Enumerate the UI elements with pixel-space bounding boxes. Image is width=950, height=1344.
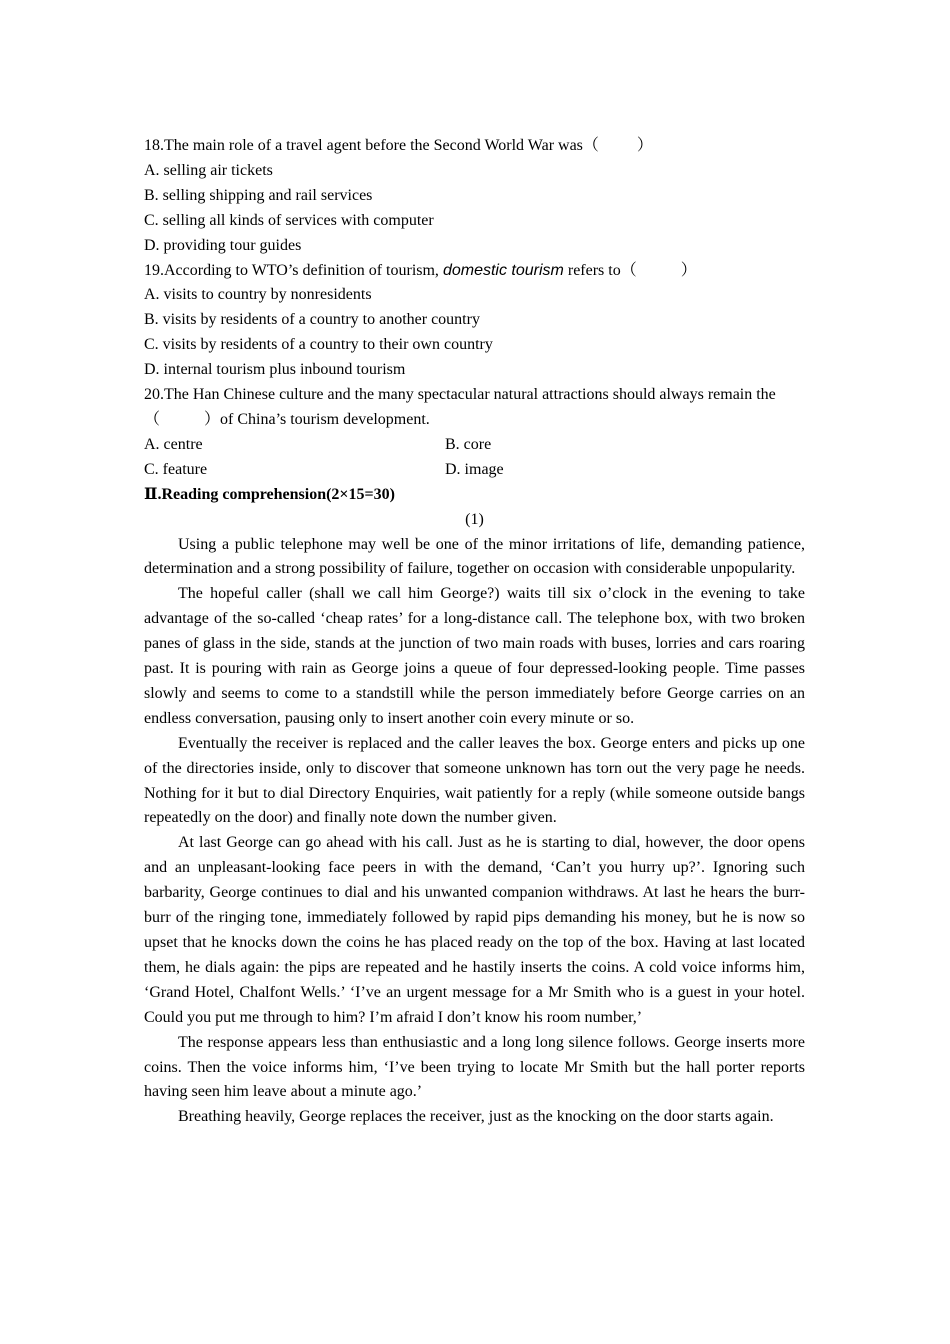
question-19-option-c: C. visits by residents of a country to their own country bbox=[144, 336, 493, 354]
passage-paragraph-2: The hopeful caller (shall we call him George?) waits till six o’clock in the evening to take advantage of the so-called ‘cheap rates’ for a long-distance call. The telephone box, with two broken panes of glass in the side, stands at the junction of two main roads with buses, lorries and cars roaring past. It is pouring with rain as George joins a queue of four depressed-looking people. Time passes slowly and seems to come to a standstill while the person immediately before George carries on an endless conversation, pausing only to insert another coin every minute or so. bbox=[144, 585, 805, 727]
exam-page bbox=[144, 134, 805, 1130]
passage-paragraph-1: Using a public telephone may well be one of the minor irritations of life, demanding patience, determination and a strong possibility of failure, together on occasion with considerable unpopularity. bbox=[144, 535, 805, 578]
question-19-stem bbox=[144, 259, 805, 284]
question-20-stem-line1: 20.The Han Chinese culture and the many spectacular natural attractions should always remain the bbox=[144, 386, 776, 404]
question-19-option-a: A. visits to country by nonresidents bbox=[144, 286, 372, 304]
passage-paragraph-3: Eventually the receiver is replaced and the caller leaves the box. George enters and picks up one of the directories inside, only to discover that someone unknown has torn out the very page he needs. Nothing for it but to dial Directory Enquiries, wait patiently for a reply (while someone outside bangs repeatedly on the door) and finally note down the number given. bbox=[144, 734, 805, 827]
question-19-option-b: B. visits by residents of a country to another country bbox=[144, 311, 480, 329]
question-18-option-b: B. selling shipping and rail services bbox=[144, 186, 373, 204]
question-20-text-after: ）of China’s tourism development. bbox=[204, 410, 430, 428]
question-20-option-b: B. core bbox=[445, 435, 492, 453]
question-18-option-c: C. selling all kinds of services with computer bbox=[144, 211, 434, 229]
question-18-bracket-close: ） bbox=[636, 137, 653, 154]
question-19-text-before: 19.According to WTO’s definition of tourism, bbox=[144, 261, 439, 279]
question-20-options-row-2 bbox=[144, 458, 805, 483]
question-20-bracket-open: （ bbox=[144, 410, 161, 428]
question-19-emphasis: domestic tourism bbox=[442, 261, 564, 279]
question-19-option-d: D. internal tourism plus inbound tourism bbox=[144, 361, 406, 379]
passage-paragraph-5: The response appears less than enthusiastic and a long long silence follows. George inserts more coins. Then the voice informs him, ‘I’ve been trying to locate Mr Smith but the hall porter reports having seen him leave about a minute ago.’ bbox=[144, 1033, 805, 1101]
question-18-text: 18.The main role of a travel agent before the Second World War was（ bbox=[144, 137, 599, 154]
question-20-stem-line2 bbox=[144, 408, 805, 433]
passage-paragraph-6: Breathing heavily, George replaces the receiver, just as the knocking on the door starts again. bbox=[178, 1108, 774, 1126]
passage-number: (1) bbox=[465, 510, 484, 528]
section-title: Ⅱ.Reading comprehension(2×15=30) bbox=[144, 485, 395, 503]
question-18-stem bbox=[144, 134, 805, 159]
question-18-option-a: A. selling air tickets bbox=[144, 161, 273, 179]
passage-paragraph-4: At last George can go ahead with his call. Just as he is starting to dial, however, the door opens and an unpleasant-looking face peers in with the demand, ‘Can’t you hurry up?’. Ignoring such barbarity, George continues to dial and his unwanted companion withdraws. At last he hears the burr-burr of the ringing tone, immediately followed by rapid pips demanding his money, but he is now so upset that he knocks down the coins he has placed ready on the top of the box. Having at last located them, he dials again: the pips are repeated and he hastily inserts the coins. A cold voice informs him, ‘Grand Hotel, Chalfont Wells.’ ‘I’ve an urgent message for a Mr Smith who is a guest in your hotel. Could you put me through to him? I’m afraid I don’t know his room number,’ bbox=[144, 834, 805, 1026]
question-19-bracket-close: ） bbox=[680, 261, 697, 279]
question-20-option-d: D. image bbox=[445, 460, 504, 478]
question-19-text-after: refers to（ bbox=[567, 261, 637, 279]
question-20-option-a: A. centre bbox=[144, 435, 203, 453]
question-20-option-c: C. feature bbox=[144, 460, 208, 478]
question-20-options-row-1 bbox=[144, 433, 805, 458]
question-18-option-d: D. providing tour guides bbox=[144, 236, 302, 254]
